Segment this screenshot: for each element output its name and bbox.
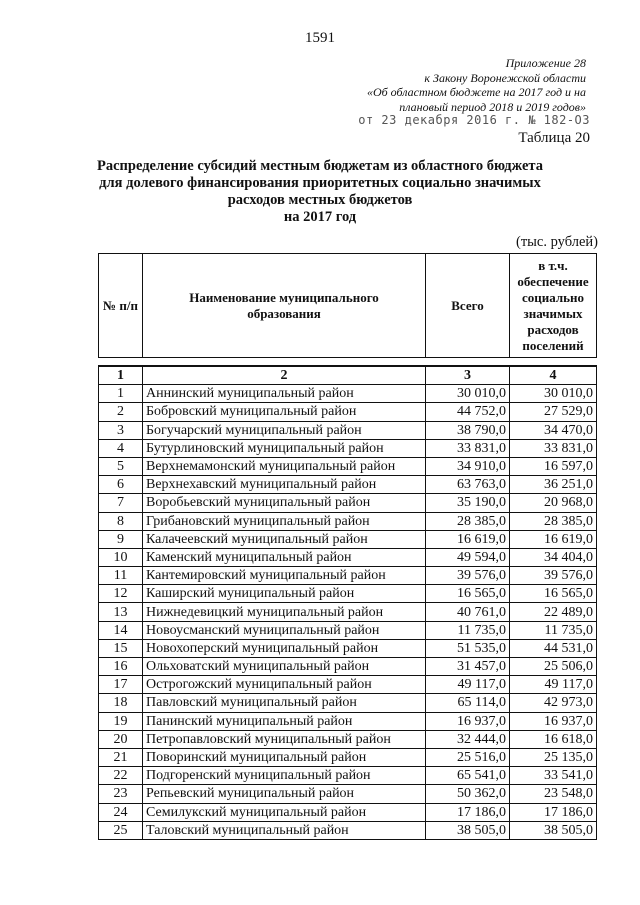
- total-amount: 49 594,0: [426, 548, 510, 566]
- row-number: 17: [99, 676, 143, 694]
- district-name: Ольховатский муниципальный район: [143, 658, 426, 676]
- table-row: [99, 494, 597, 512]
- title-line: расходов местных бюджетов: [227, 192, 413, 208]
- district-name: Кантемировский муниципальный район: [143, 567, 426, 585]
- table-row: [99, 730, 597, 748]
- row-number: 22: [99, 767, 143, 785]
- appendix-line: «Об областном бюджете на 2017 год и на: [366, 85, 586, 99]
- total-amount: 33 831,0: [426, 439, 510, 457]
- total-amount: 39 576,0: [426, 567, 510, 585]
- table-row: [99, 639, 597, 657]
- total-amount: 38 505,0: [426, 821, 510, 839]
- units-label: (тыс. рублей): [516, 234, 598, 250]
- table-header: [98, 253, 597, 358]
- total-amount: 16 619,0: [426, 530, 510, 548]
- row-number: 21: [99, 748, 143, 766]
- row-number: 23: [99, 785, 143, 803]
- table-row: [99, 694, 597, 712]
- appendix-note: [367, 56, 586, 114]
- settlement-amount: 25 135,0: [510, 748, 597, 766]
- row-number: 16: [99, 658, 143, 676]
- row-number: 24: [99, 803, 143, 821]
- district-name: Новоусманский муниципальный район: [143, 621, 426, 639]
- appendix-line: Приложение 28: [505, 56, 586, 70]
- settlement-amount: 33 541,0: [510, 767, 597, 785]
- settlement-amount: 42 973,0: [510, 694, 597, 712]
- row-number: 20: [99, 730, 143, 748]
- total-amount: 16 565,0: [426, 585, 510, 603]
- district-name: Панинский муниципальный район: [143, 712, 426, 730]
- total-amount: 38 790,0: [426, 421, 510, 439]
- settlement-amount: 39 576,0: [510, 567, 597, 585]
- column-number: 2: [143, 366, 426, 385]
- table-row: [99, 476, 597, 494]
- header-name: Наименование муниципального образования: [143, 254, 426, 358]
- total-amount: 35 190,0: [426, 494, 510, 512]
- title-line: на 2017 год: [283, 209, 357, 225]
- total-amount: 17 186,0: [426, 803, 510, 821]
- district-name: Каменский муниципальный район: [143, 548, 426, 566]
- title-line: для долевого финансирования приоритетных социально значимых: [99, 175, 541, 191]
- total-amount: 44 752,0: [426, 403, 510, 421]
- column-number: 4: [510, 366, 597, 385]
- row-number: 18: [99, 694, 143, 712]
- district-name: Новохоперский муниципальный район: [143, 639, 426, 657]
- settlement-amount: 16 937,0: [510, 712, 597, 730]
- table-row: [99, 803, 597, 821]
- row-number: 8: [99, 512, 143, 530]
- settlement-amount: 36 251,0: [510, 476, 597, 494]
- total-amount: 30 010,0: [426, 385, 510, 403]
- row-number: 1: [99, 385, 143, 403]
- total-amount: 40 761,0: [426, 603, 510, 621]
- table-row: [99, 712, 597, 730]
- district-name: Каширский муниципальный район: [143, 585, 426, 603]
- row-number: 25: [99, 821, 143, 839]
- settlement-amount: 16 597,0: [510, 457, 597, 475]
- district-name: Таловский муниципальный район: [143, 821, 426, 839]
- settlement-amount: 22 489,0: [510, 603, 597, 621]
- row-number: 5: [99, 457, 143, 475]
- district-name: Аннинский муниципальный район: [143, 385, 426, 403]
- district-name: Подгоренский муниципальный район: [143, 767, 426, 785]
- row-number: 13: [99, 603, 143, 621]
- table-row: [99, 767, 597, 785]
- total-amount: 11 735,0: [426, 621, 510, 639]
- district-name: Репьевский муниципальный район: [143, 785, 426, 803]
- total-amount: 50 362,0: [426, 785, 510, 803]
- settlement-amount: 49 117,0: [510, 676, 597, 694]
- header-num: № п/п: [99, 254, 143, 358]
- table-row: [99, 530, 597, 548]
- law-date-stamp: от 23 декабря 2016 г. № 182-ОЗ: [358, 113, 590, 127]
- district-name: Верхнехавский муниципальный район: [143, 476, 426, 494]
- total-amount: 16 937,0: [426, 712, 510, 730]
- settlement-amount: 25 506,0: [510, 658, 597, 676]
- settlement-amount: 20 968,0: [510, 494, 597, 512]
- settlement-amount: 17 186,0: [510, 803, 597, 821]
- table-row: [99, 676, 597, 694]
- page-number: 1591: [305, 30, 335, 46]
- total-amount: 28 385,0: [426, 512, 510, 530]
- district-name: Поворинский муниципальный район: [143, 748, 426, 766]
- table-row: [99, 512, 597, 530]
- document-title: [0, 158, 640, 226]
- header-total: Всего: [426, 254, 510, 358]
- district-name: Калачеевский муниципальный район: [143, 530, 426, 548]
- table-row: [99, 621, 597, 639]
- district-name: Нижнедевицкий муниципальный район: [143, 603, 426, 621]
- settlement-amount: 44 531,0: [510, 639, 597, 657]
- district-name: Бобровский муниципальный район: [143, 403, 426, 421]
- total-amount: 65 114,0: [426, 694, 510, 712]
- table-label: Таблица 20: [518, 130, 590, 146]
- subsidy-table: [98, 365, 597, 840]
- district-name: Грибановский муниципальный район: [143, 512, 426, 530]
- row-number: 19: [99, 712, 143, 730]
- row-number: 7: [99, 494, 143, 512]
- settlement-amount: 11 735,0: [510, 621, 597, 639]
- column-number-row: [99, 366, 597, 385]
- settlement-amount: 16 618,0: [510, 730, 597, 748]
- total-amount: 31 457,0: [426, 658, 510, 676]
- table-row: [99, 567, 597, 585]
- column-number: 1: [99, 366, 143, 385]
- row-number: 14: [99, 621, 143, 639]
- total-amount: 65 541,0: [426, 767, 510, 785]
- total-amount: 49 117,0: [426, 676, 510, 694]
- settlement-amount: 30 010,0: [510, 385, 597, 403]
- table-row: [99, 421, 597, 439]
- table-row: [99, 785, 597, 803]
- row-number: 11: [99, 567, 143, 585]
- table-row: [99, 385, 597, 403]
- appendix-line: плановый период 2018 и 2019 годов»: [399, 99, 586, 114]
- row-number: 9: [99, 530, 143, 548]
- table-row: [99, 439, 597, 457]
- settlement-amount: 38 505,0: [510, 821, 597, 839]
- row-number: 6: [99, 476, 143, 494]
- row-number: 3: [99, 421, 143, 439]
- settlement-amount: 33 831,0: [510, 439, 597, 457]
- row-number: 2: [99, 403, 143, 421]
- column-number: 3: [426, 366, 510, 385]
- table-row: [99, 821, 597, 839]
- district-name: Петропавловский муниципальный район: [143, 730, 426, 748]
- title-line: Распределение субсидий местным бюджетам из областного бюджета: [97, 158, 543, 174]
- settlement-amount: 16 565,0: [510, 585, 597, 603]
- settlement-amount: 34 404,0: [510, 548, 597, 566]
- settlement-amount: 16 619,0: [510, 530, 597, 548]
- total-amount: 32 444,0: [426, 730, 510, 748]
- table-row: [99, 403, 597, 421]
- row-number: 12: [99, 585, 143, 603]
- settlement-amount: 27 529,0: [510, 403, 597, 421]
- district-name: Павловский муниципальный район: [143, 694, 426, 712]
- total-amount: 25 516,0: [426, 748, 510, 766]
- table-row: [99, 548, 597, 566]
- settlement-amount: 34 470,0: [510, 421, 597, 439]
- row-number: 15: [99, 639, 143, 657]
- table-row: [99, 457, 597, 475]
- table-row: [99, 658, 597, 676]
- district-name: Бутурлиновский муниципальный район: [143, 439, 426, 457]
- appendix-line: к Закону Воронежской области: [424, 70, 586, 85]
- total-amount: 51 535,0: [426, 639, 510, 657]
- district-name: Воробьевский муниципальный район: [143, 494, 426, 512]
- district-name: Богучарский муниципальный район: [143, 421, 426, 439]
- district-name: Верхнемамонский муниципальный район: [143, 457, 426, 475]
- row-number: 4: [99, 439, 143, 457]
- total-amount: 63 763,0: [426, 476, 510, 494]
- district-name: Семилукский муниципальный район: [143, 803, 426, 821]
- settlement-amount: 28 385,0: [510, 512, 597, 530]
- row-number: 10: [99, 548, 143, 566]
- header-incl: в т.ч. обеспечение социально значимых расходов поселений: [510, 254, 597, 358]
- table-row: [99, 748, 597, 766]
- total-amount: 34 910,0: [426, 457, 510, 475]
- district-name: Острогожский муниципальный район: [143, 676, 426, 694]
- settlement-amount: 23 548,0: [510, 785, 597, 803]
- table-row: [99, 585, 597, 603]
- table-row: [99, 603, 597, 621]
